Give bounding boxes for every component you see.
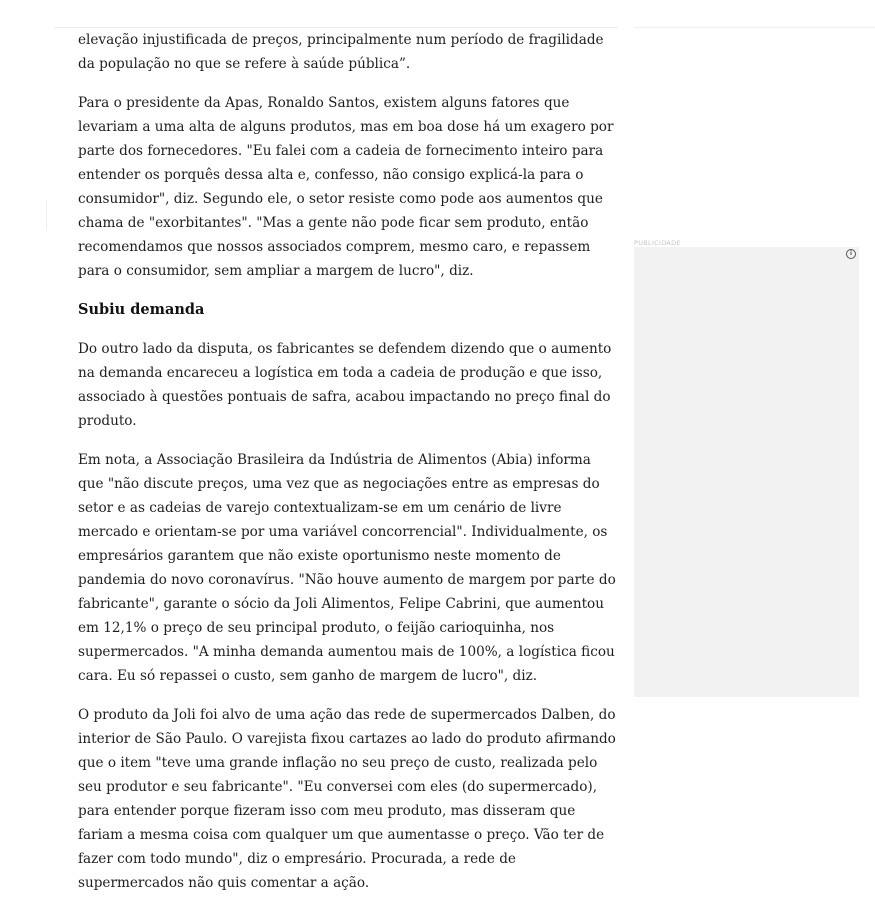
ad-slot[interactable] (634, 247, 859, 697)
left-margin-mark (46, 200, 47, 230)
article-body (78, 28, 616, 910)
article-subheading: Subiu demanda (78, 301, 205, 318)
article-paragraph: Do outro lado da disputa, os fabricantes se defendem dizendo que o aumento na demanda encareceu a logística em toda a cadeia de produção e que isso, associado à questões pontuais de safra, acabou impactando no preço final do produto. (78, 341, 612, 429)
article-paragraph: O produto da Joli foi alvo de uma ação das rede de supermercados Dalben, do interior de São Paulo. O varejista fixou cartazes ao lado do produto afirmando que o item "teve uma grande inflação no seu preço de custo, realizada pelo seu produtor e seu fabricante". "Eu conversei com eles (do supermercado), para entender porque fizeram isso com meu produto, mas disseram que fariam a mesma coisa com qualquer um que aumentasse o preço. Vão ter de fazer com todo mundo", diz o empresário. Procurada, a rede de supermercados não quis comentar a ação. (78, 707, 616, 891)
article-paragraph: Para o presidente da Apas, Ronaldo Santos, existem alguns fatores que levariam a uma alta de alguns produtos, mas em boa dose há um exagero por parte dos fornecedores. "Eu falei com a cadeia de fornecimento inteiro para entender os porquês dessa alta e, confesso, não consigo explicá-la para o consumidor", diz. Segundo ele, o setor resiste como pode aos aumentos que chama de "exorbitantes". "Mas a gente não pode ficar sem produto, então recomendamos que nossos associados comprem, mesmo caro, e repassem para o consumidor, sem ampliar a margem de lucro", diz. (78, 95, 614, 279)
article-paragraph: Em nota, a Associação Brasileira da Indústria de Alimentos (Abia) informa que "não discute preços, uma vez que as negociações entre as empresas do setor e as cadeias de varejo contextualizam-se em um cenário de livre mercado e orientam-se por uma variável concorrencial". Individualmente, os empresários garantem que não existe oportunismo neste momento de pandemia do novo coronavírus. "Não houve aumento de margem por parte do fabricante", garante o sócio da Joli Alimentos, Felipe Cabrini, que aumentou em 12,1% o preço de seu principal produto, o feijão carioquinha, nos supermercados. "A minha demanda aumentou mais de 100%, a logística ficou cara. Eu só repassei o custo, sem ganho de margem de lucro", diz. (78, 452, 616, 684)
sidebar-top-divider (634, 27, 875, 28)
ad-info-icon[interactable]: i (846, 249, 856, 259)
article-paragraph: elevação injustificada de preços, principalmente num período de fragilidade da população no que se refere à saúde pública”. (78, 32, 604, 72)
ad-label: PUBLICIDADE (634, 239, 681, 247)
